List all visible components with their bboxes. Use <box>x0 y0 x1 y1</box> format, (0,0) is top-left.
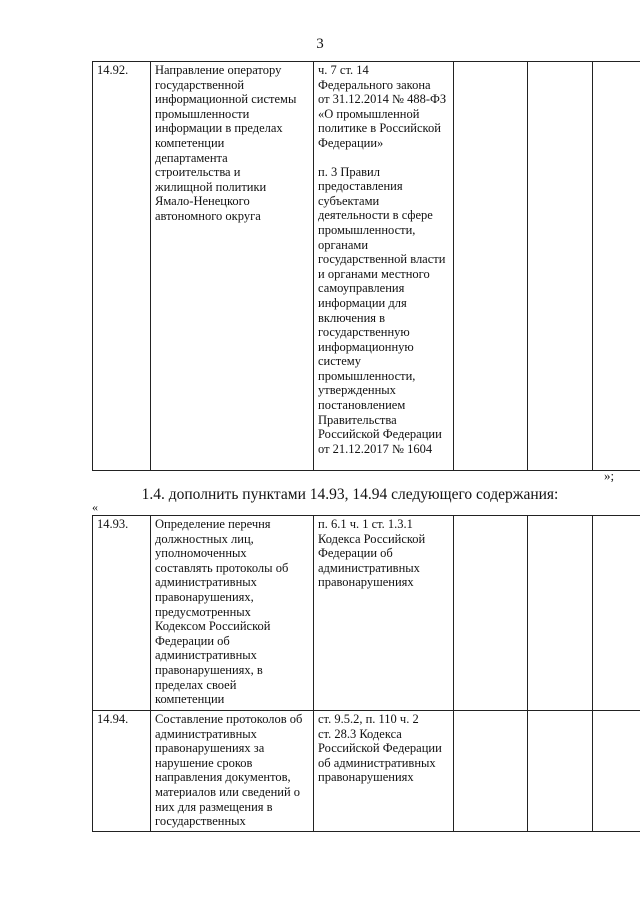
table-row <box>93 62 640 471</box>
row-name <box>151 62 314 471</box>
empty-cell <box>593 62 640 471</box>
basis-line: деятельности в сфере <box>318 208 433 223</box>
basis-line: Федерации об <box>318 546 393 561</box>
name-line: информационной системы <box>155 92 297 107</box>
name-line: направления документов, <box>155 770 291 785</box>
basis-line: об административных <box>318 755 436 770</box>
empty-cell <box>454 516 528 711</box>
table-row <box>93 516 640 711</box>
name-line: пределах своей <box>155 677 237 692</box>
name-line: Кодексом Российской <box>155 619 271 634</box>
name-line: правонарушениях за <box>155 741 265 756</box>
basis-line: «О промышленной <box>318 106 420 121</box>
name-line: государственных <box>155 814 246 829</box>
name-line: Направление оператору <box>155 63 282 77</box>
basis-line: ст. 9.5.2, п. 110 ч. 2 <box>318 712 419 726</box>
basis-line: п. 6.1 ч. 1 ст. 1.3.1 <box>318 517 413 531</box>
row-legal-basis <box>314 711 454 832</box>
name-line: информации в пределах <box>155 121 283 136</box>
basis-gap <box>318 151 449 165</box>
name-line: Составление протоколов об <box>155 712 303 726</box>
name-line: промышленности <box>155 106 250 121</box>
table-row <box>93 711 640 832</box>
row-name <box>151 516 314 711</box>
row-number: 14.94. <box>93 711 151 832</box>
name-line: предусмотренных <box>155 604 251 619</box>
basis-line: и органами местного <box>318 266 430 281</box>
basis-line: постановлением <box>318 398 406 413</box>
name-line: департамента <box>155 150 228 165</box>
name-line: административных <box>155 648 257 663</box>
row-number: 14.92. <box>93 62 151 471</box>
basis-line: ч. 7 ст. 14 <box>318 63 369 77</box>
name-line: государственной <box>155 77 245 92</box>
basis-line: информации для <box>318 295 407 310</box>
basis-line: Российской Федерации <box>318 741 442 756</box>
basis-line: самоуправления <box>318 281 405 296</box>
name-line: материалов или сведений о <box>155 784 301 799</box>
basis-line: информационную <box>318 339 414 354</box>
basis-line: включения в <box>318 310 386 325</box>
basis-line: государственную <box>318 325 410 340</box>
empty-cell <box>528 711 593 832</box>
name-line: правонарушениях, <box>155 589 254 604</box>
basis-line: систему <box>318 354 361 369</box>
empty-cell <box>528 516 593 711</box>
basis-line: Российской Федерации <box>318 427 442 442</box>
opening-quote-mark: « <box>92 500 98 514</box>
name-line: жилищной политики <box>155 179 267 194</box>
page-number: 3 <box>316 36 324 52</box>
basis-line: органами <box>318 237 369 252</box>
empty-cell <box>593 711 640 832</box>
basis-line: промышленности, <box>318 222 416 237</box>
empty-cell <box>454 62 528 471</box>
basis-line: п. 3 Правил <box>318 164 380 179</box>
basis-line: Кодекса Российской <box>318 531 426 546</box>
basis-line: правонарушениях <box>318 770 414 785</box>
name-line: административных <box>155 726 257 741</box>
basis-line: от 31.12.2014 № 488-ФЗ <box>318 92 447 107</box>
name-line: них для размещения в <box>155 799 273 814</box>
basis-line: ст. 28.3 Кодекса <box>318 726 402 741</box>
name-line: Ямало-Ненецкого <box>155 194 250 209</box>
row-legal-basis <box>314 62 454 471</box>
name-line: компетенции <box>155 692 225 707</box>
basis-line: административных <box>318 560 420 575</box>
name-line: Федерации об <box>155 633 230 648</box>
table-continued <box>92 61 640 471</box>
basis-line: Правительства <box>318 412 397 427</box>
closing-quote-mark: »; <box>604 468 615 483</box>
row-name <box>151 711 314 832</box>
name-line: составлять протоколы об <box>155 560 289 575</box>
name-line: Определение перечня <box>155 517 271 531</box>
name-line: уполномоченных <box>155 546 247 561</box>
row-number: 14.93. <box>93 516 151 711</box>
name-line: строительства и <box>155 165 241 180</box>
basis-line: политике в Российской <box>318 121 441 136</box>
name-line: должностных лиц, <box>155 531 254 546</box>
name-line: нарушение сроков <box>155 755 253 770</box>
name-line: компетенции <box>155 135 225 150</box>
empty-cell <box>454 711 528 832</box>
row-legal-basis <box>314 516 454 711</box>
name-line: автономного округа <box>155 208 261 223</box>
basis-line: государственной власти <box>318 252 446 267</box>
basis-line: субъектами <box>318 193 380 208</box>
basis-line: предоставления <box>318 179 403 194</box>
table-new-items <box>92 515 640 832</box>
basis-line: промышленности, <box>318 368 416 383</box>
basis-line: утвержденных <box>318 383 396 398</box>
basis-line: Федерации» <box>318 135 384 150</box>
empty-cell <box>528 62 593 471</box>
basis-line: правонарушениях <box>318 575 414 590</box>
basis-line: от 21.12.2017 № 1604 <box>318 441 433 456</box>
name-line: административных <box>155 575 257 590</box>
name-line: правонарушениях, в <box>155 662 263 677</box>
amendment-paragraph: 1.4. дополнить пунктами 14.93, 14.94 следующего содержания: <box>141 486 559 503</box>
basis-line: Федерального закона <box>318 77 431 92</box>
empty-cell <box>593 516 640 711</box>
